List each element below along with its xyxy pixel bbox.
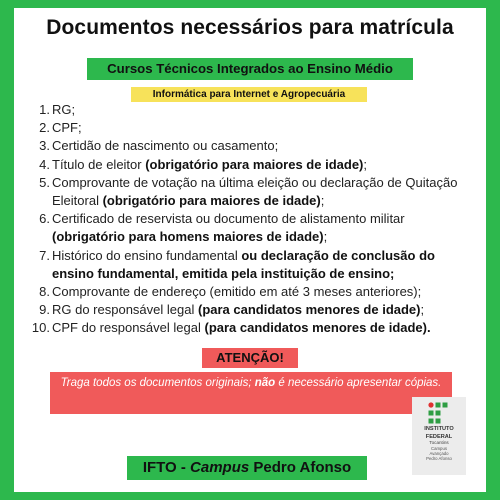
campus-prefix: IFTO - [142, 459, 191, 476]
list-item [22, 210, 474, 246]
item-text: CPF do responsável legal [52, 320, 205, 336]
list-item [22, 283, 474, 301]
list-item [22, 119, 474, 137]
list-number: 10. [31, 320, 50, 336]
logo-line-6: Pedro Afonso [426, 455, 452, 461]
list-number: 8. [39, 284, 50, 300]
note-text-start: Traga todos os documentos originais; [60, 377, 255, 389]
course-highlight: Informática para Internet e Agropecuária [131, 87, 367, 102]
item-tail: ; [323, 229, 328, 245]
list-number: 9. [39, 302, 50, 318]
item-text: Comprovante de endereço (emitido em até 3 meses anteriores); [52, 284, 422, 300]
logo-line-3: Tocantins [429, 440, 449, 445]
item-emphasis: (para candidatos menores de idade) [197, 302, 421, 318]
list-item [22, 137, 474, 155]
list-number: 3. [39, 138, 50, 154]
item-text: RG; [52, 102, 76, 117]
note-text-end: é necessário apresentar cópias. [275, 377, 442, 389]
campus-banner [127, 456, 367, 480]
institute-logo [412, 397, 466, 475]
list-number: 4. [39, 156, 50, 172]
attention-label: ATENÇÃO! [202, 348, 298, 368]
item-tail: ; [320, 193, 325, 209]
documents-list [22, 101, 474, 338]
list-item [22, 247, 474, 283]
item-text: Certidão de nascimento ou casamento; [52, 138, 279, 154]
list-number: 2. [39, 120, 50, 136]
list-number: 6. [39, 211, 50, 227]
subtitle-banner: Cursos Técnicos Integrados ao Ensino Médio [87, 58, 413, 80]
campus-word: Campus [190, 459, 250, 476]
item-text: Comprovante de votação na última eleição ou declaração de Quitação Eleitoral [52, 174, 458, 209]
item-text: Título de eleitor [52, 156, 146, 172]
institute-logo-icon [428, 402, 450, 424]
item-emphasis: (obrigatório para maiores de idade) [145, 156, 364, 172]
item-text: RG do responsável legal [52, 302, 198, 318]
list-item [22, 301, 474, 319]
list-item [22, 156, 474, 174]
list-item [22, 174, 474, 210]
attention-note [50, 372, 452, 414]
logo-line-1: INSTITUTO [424, 426, 454, 432]
item-text: CPF; [52, 120, 82, 136]
list-number: 7. [39, 247, 50, 263]
item-text: Certificado de reservista ou documento de alistamento militar [52, 211, 405, 227]
logo-line-5: Avançado [429, 450, 449, 456]
logo-line-4: Campus [430, 445, 447, 451]
list-number: 5. [39, 174, 50, 190]
item-text: Histórico do ensino fundamental [52, 247, 242, 263]
item-emphasis: (obrigatório para homens maiores de idade) [52, 229, 324, 245]
page-title: Documentos necessários para matrícula [46, 16, 454, 39]
list-number: 1. [39, 102, 50, 117]
item-emphasis: (obrigatório para maiores de idade) [102, 193, 321, 209]
document-card [14, 8, 486, 492]
logo-line-2: FEDERAL [425, 434, 453, 440]
item-emphasis: (para candidatos menores de idade). [204, 320, 431, 336]
note-emphasis: não [254, 377, 276, 389]
item-emphasis: ou declaração de conclusão do ensino fundamental, emitida pela instituição de ensino; [52, 247, 435, 281]
item-tail: ; [420, 302, 425, 318]
campus-location: Pedro Afonso [249, 459, 352, 476]
item-tail: ; [363, 156, 367, 172]
list-item [22, 101, 474, 119]
list-item [22, 319, 474, 337]
